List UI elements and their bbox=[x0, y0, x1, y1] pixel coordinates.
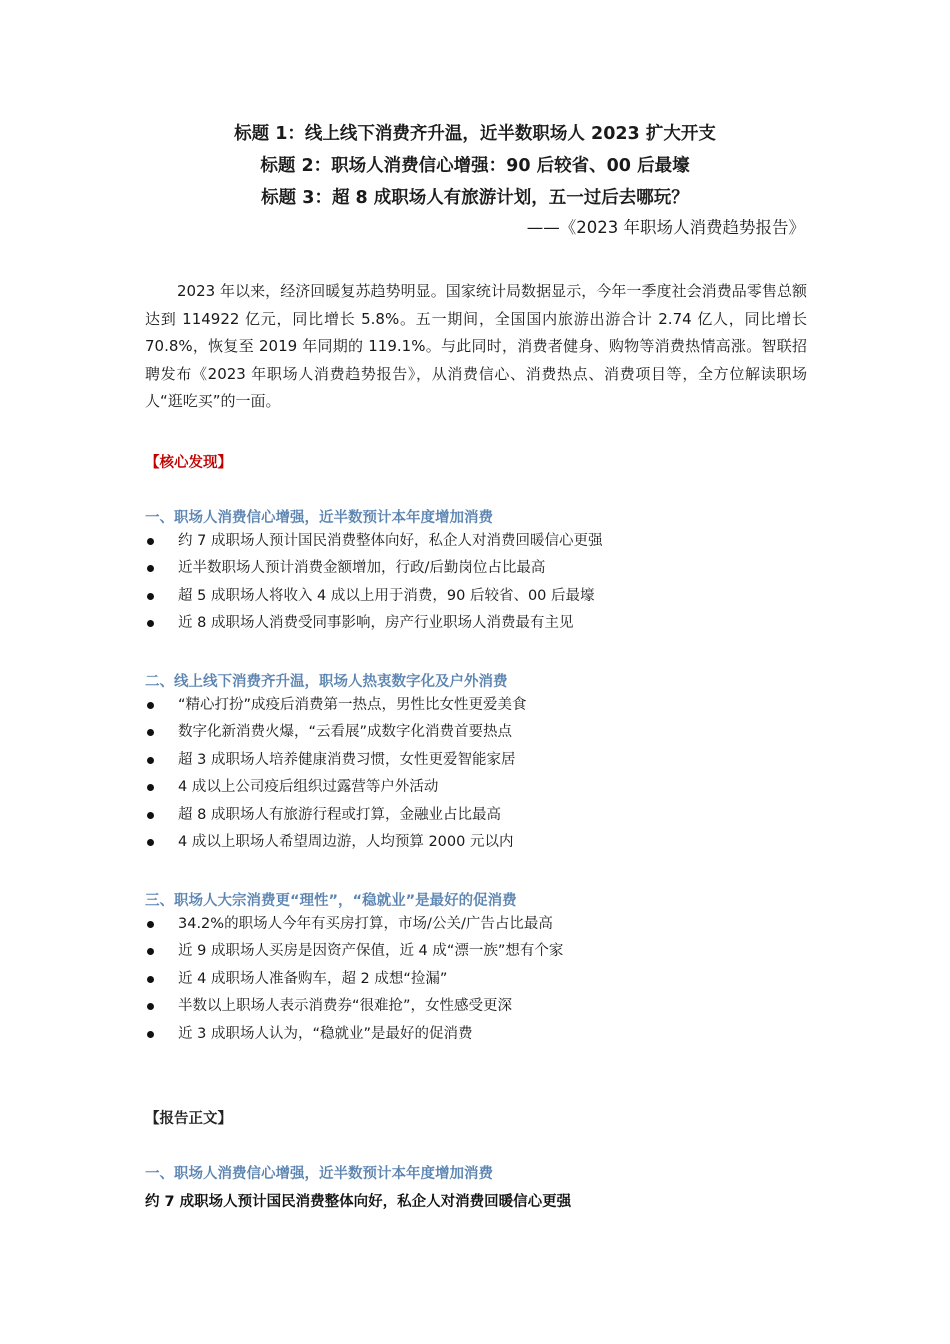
list-item: 超 3 成职场人培养健康消费习惯，女性更爱智能家居 bbox=[145, 747, 527, 774]
section-1-heading: 一、职场人消费信心增强，近半数预计本年度增加消费 bbox=[145, 510, 493, 526]
bullet-icon bbox=[147, 948, 154, 955]
title-2: 标题 2：职场人消费信心增强：90 后较省、00 后最壕 bbox=[260, 156, 690, 176]
list-item: “精心打扮”成疫后消费第一热点，男性比女性更爱美食 bbox=[145, 692, 527, 719]
bullet-icon bbox=[147, 976, 154, 983]
bullet-icon bbox=[147, 757, 154, 764]
report-source: ——《2023 年职场人消费趋势报告》 bbox=[526, 218, 805, 237]
section-2-heading: 二、线上线下消费齐升温，职场人热衷数字化及户外消费 bbox=[145, 674, 508, 690]
list-item: 超 8 成职场人有旅游行程或打算，金融业占比最高 bbox=[145, 802, 527, 829]
bullet-icon bbox=[147, 784, 154, 791]
bullet-icon bbox=[147, 1003, 154, 1010]
bullet-icon bbox=[147, 729, 154, 736]
list-item: 近 8 成职场人消费受同事影响，房产行业职场人消费最有主见 bbox=[145, 610, 602, 637]
title-block bbox=[145, 118, 805, 214]
list-item: 近 3 成职场人认为，“稳就业”是最好的促消费 bbox=[145, 1021, 563, 1048]
intro-paragraph: 2023 年以来，经济回暖复苏趋势明显。国家统计局数据显示，今年一季度社会消费品零售总额达到 114922 亿元，同比增长 5.8%。五一期间，全国国内旅游出游合计 2.74 亿人，同比增长 70.8%，恢复至 2019 年同期的 119.1%。与此同时，消费者健身、购物等消费热情高涨。智联招聘发布《2023 年职场人消费趋势报告》，从消费信心、消费热点、消费项目等，全方位解读职场人“逛吃买”的一面。 bbox=[145, 282, 807, 411]
report-body-label: 【报告正文】 bbox=[145, 1111, 232, 1127]
list-item: 4 成以上职场人希望周边游，人均预算 2000 元以内 bbox=[145, 829, 527, 856]
bullet-icon bbox=[147, 565, 154, 572]
bullet-icon bbox=[147, 620, 154, 627]
list-item: 4 成以上公司疫后组织过露营等户外活动 bbox=[145, 774, 527, 801]
bullet-icon bbox=[147, 839, 154, 846]
bullet-icon bbox=[147, 812, 154, 819]
list-item: 数字化新消费火爆，“云看展”成数字化消费首要热点 bbox=[145, 719, 527, 746]
list-item: 34.2%的职场人今年有买房打算，市场/公关/广告占比最高 bbox=[145, 911, 563, 938]
list-item: 半数以上职场人表示消费券“很难抢”，女性感受更深 bbox=[145, 993, 563, 1020]
section-1-list bbox=[145, 528, 602, 638]
bullet-icon bbox=[147, 1031, 154, 1038]
bullet-icon bbox=[147, 593, 154, 600]
section-3-heading: 三、职场人大宗消费更“理性”，“稳就业”是最好的促消费 bbox=[145, 893, 517, 909]
list-item: 近半数职场人预计消费金额增加，行政/后勤岗位占比最高 bbox=[145, 555, 602, 582]
list-item: 约 7 成职场人预计国民消费整体向好，私企人对消费回暖信心更强 bbox=[145, 528, 602, 555]
report-subheading: 约 7 成职场人预计国民消费整体向好，私企人对消费回暖信心更强 bbox=[145, 1194, 572, 1210]
bullet-icon bbox=[147, 538, 154, 545]
title-1: 标题 1：线上线下消费齐升温，近半数职场人 2023 扩大开支 bbox=[234, 124, 716, 144]
bullet-icon bbox=[147, 921, 154, 928]
section-3-list bbox=[145, 911, 563, 1048]
list-item: 超 5 成职场人将收入 4 成以上用于消费，90 后较省、00 后最壕 bbox=[145, 583, 602, 610]
report-section-1-heading: 一、职场人消费信心增强，近半数预计本年度增加消费 bbox=[145, 1166, 493, 1182]
list-item: 近 9 成职场人买房是因资产保值，近 4 成“漂一族”想有个家 bbox=[145, 938, 563, 965]
bullet-icon bbox=[147, 702, 154, 709]
title-3: 标题 3：超 8 成职场人有旅游计划，五一过后去哪玩？ bbox=[261, 188, 689, 208]
list-item: 近 4 成职场人准备购车，超 2 成想“捡漏” bbox=[145, 966, 563, 993]
core-findings-label: 【核心发现】 bbox=[145, 455, 232, 471]
section-2-list bbox=[145, 692, 527, 856]
